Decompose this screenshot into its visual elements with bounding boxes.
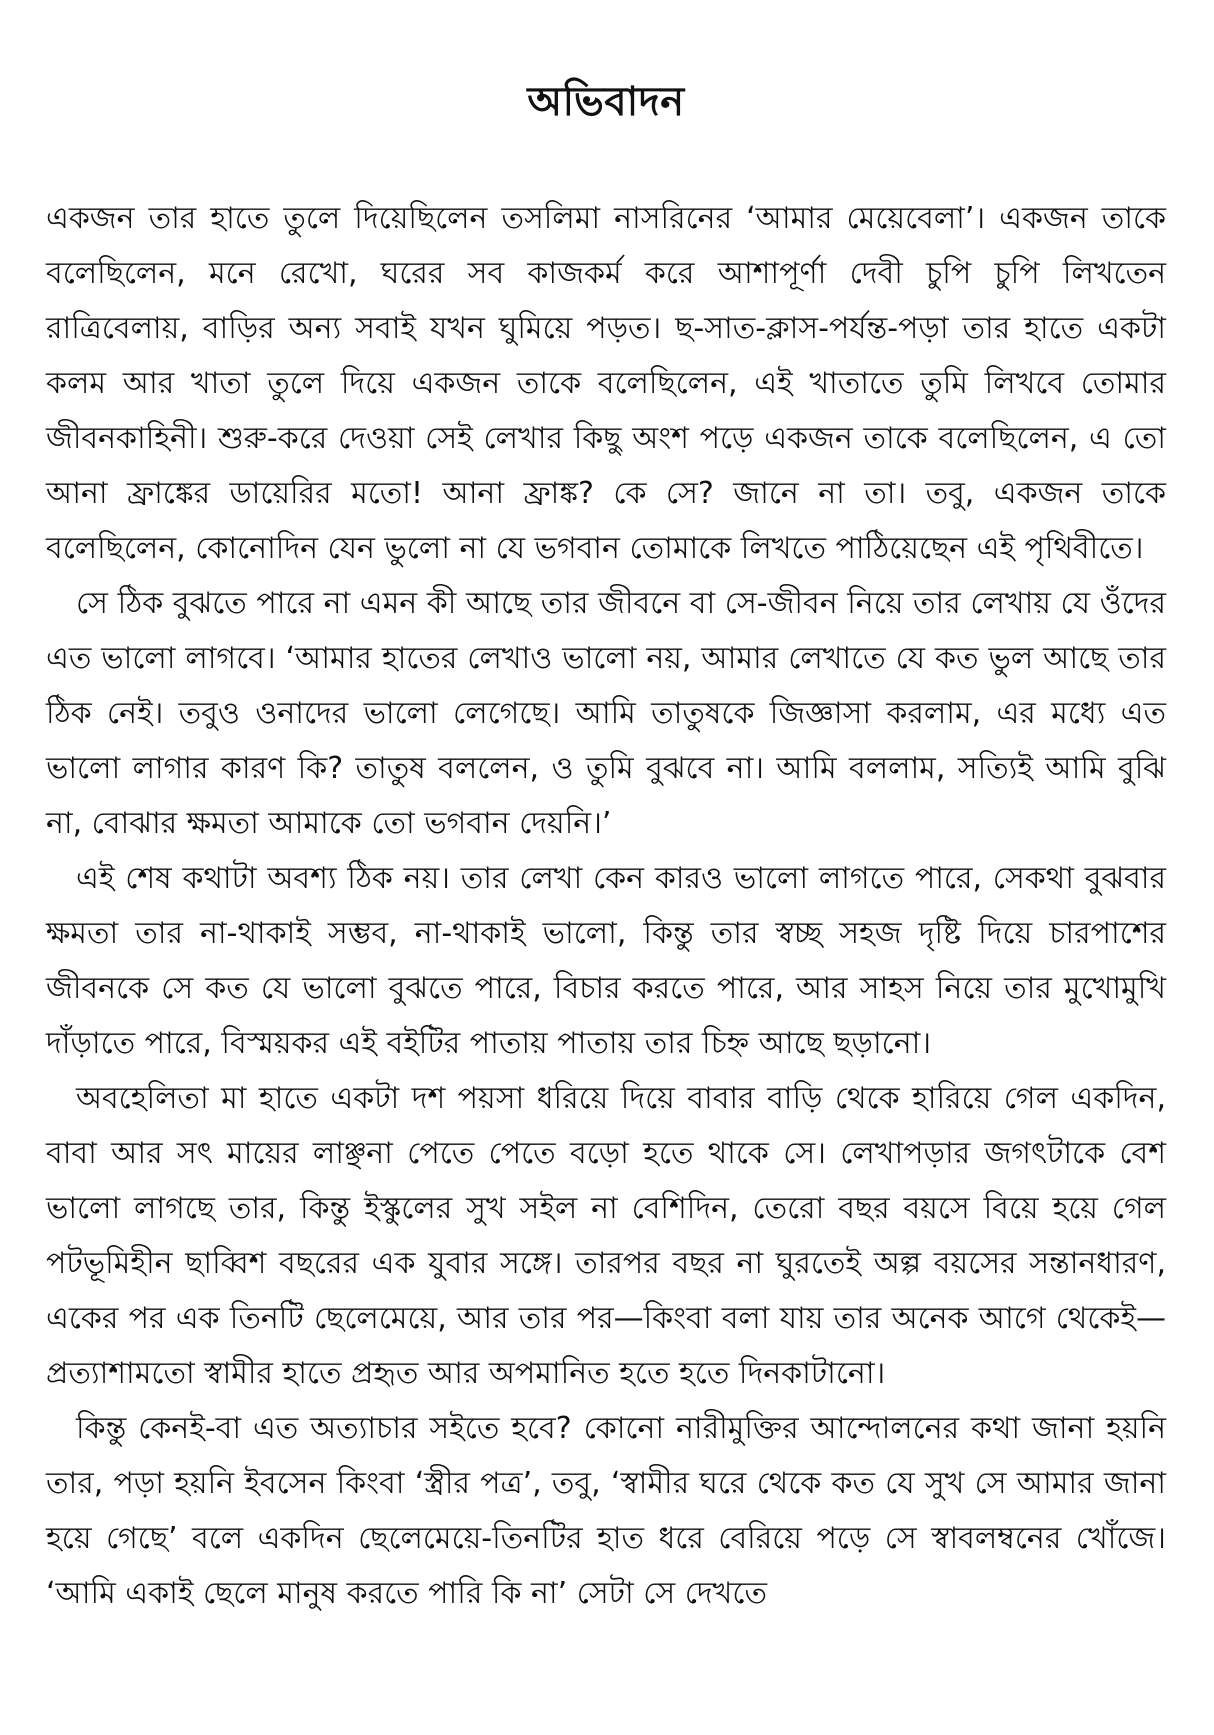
paragraph-4: অবহেলিতা মা হাতে একটা দশ পয়সা ধরিয়ে দিয়ে বাবার বাড়ি থেকে হারিয়ে গেল একদিন, বাবা আর সৎ মায়ের লাঞ্ছনা পেতে পেতে বড়ো হতে থাকে সে। লেখাপড়ার জগৎটাকে বেশ ভালো লাগছে তার, কিন্তু ইস্কুলের সুখ সইল না বেশিদিন, তেরো বছর বয়সে বিয়ে হয়ে গেল পটভূমিহীন ছাব্বিশ বছরের এক যুবার সঙ্গে। তারপর বছর না ঘুরতেই অল্প বয়সের সন্তানধারণ, একের পর এক তিনটি ছেলেমেয়ে, আর তার পর—কিংবা বলা যায় তার অনেক আগে থেকেই—প্রত্যাশামতো স্বামীর হাতে প্রহৃত আর অপমানিত হতে হতে দিনকাটানো।	[46, 1081, 1166, 1391]
paragraph-2: সে ঠিক বুঝতে পারে না এমন কী আছে তার জীবনে বা সে-জীবন নিয়ে তার লেখায় যে ওঁদের এত ভালো লাগবে। ‘আমার হাতের লেখাও ভালো নয়, আমার লেখাতে যে কত ভুল আছে তার ঠিক নেই। তবুও ওনাদের ভালো লেগেছে। আমি তাতুষকে জিজ্ঞাসা করলাম, এর মধ্যে এত ভালো লাগার কারণ কি? তাতুষ বললেন, ও তুমি বুঝবে না। আমি বললাম, সত্যিই আমি বুঝি না, বোঝার ক্ষমতা আমাকে তো ভগবান দেয়নি।’	[46, 586, 1166, 841]
page-title: অভিবাদন	[527, 79, 685, 125]
paragraph-1: একজন তার হাতে তুলে দিয়েছিলেন তসলিমা নাসরিনের ‘আমার মেয়েবেলা’। একজন তাকে বলেছিলেন, মনে রেখো, ঘরের সব কাজকর্ম করে আশাপূর্ণা দেবী চুপি চুপি লিখতেন রাত্রিবেলায়, বাড়ির অন্য সবাই যখন ঘুমিয়ে পড়ত। ছ-সাত-ক্লাস-পর্যন্ত-পড়া তার হাতে একটা কলম আর খাতা তুলে দিয়ে একজন তাকে বলেছিলেন, এই খাতাতে তুমি লিখবে তোমার জীবনকাহিনী। শুরু-করে দেওয়া সেই লেখার কিছু অংশ পড়ে একজন তাকে বলেছিলেন, এ তো আনা ফ্রাঙ্কের ডায়েরির মতো! আনা ফ্রাঙ্ক? কে সে? জানে না তা। তবু, একজন তাকে বলেছিলেন, কোনোদিন যেন ভুলো না যে ভগবান তোমাকে লিখতে পাঠিয়েছেন এই পৃথিবীতে।	[46, 201, 1166, 566]
paragraph-3: এই শেষ কথাটা অবশ্য ঠিক নয়। তার লেখা কেন কারও ভালো লাগতে পারে, সেকথা বুঝবার ক্ষমতা তার না-থাকাই সম্ভব, না-থাকাই ভালো, কিন্তু তার স্বচ্ছ সহজ দৃষ্টি দিয়ে চারপাশের জীবনকে সে কত যে ভালো বুঝতে পারে, বিচার করতে পারে, আর সাহস নিয়ে তার মুখোমুখি দাঁড়াতে পারে, বিস্ময়কর এই বইটির পাতায় পাতায় তার চিহ্ন আছে ছড়ানো।	[46, 861, 1166, 1061]
paragraph-5: কিন্তু কেনই-বা এত অত্যাচার সইতে হবে? কোনো নারীমুক্তির আন্দোলনের কথা জানা হয়নি তার, পড়া হয়নি ইবসেন কিংবা ‘স্ত্রীর পত্র’, তবু, ‘স্বামীর ঘরে থেকে কত যে সুখ সে আমার জানা হয়ে গেছে’ বলে একদিন ছেলেমেয়ে-তিনটির হাত ধরে বেরিয়ে পড়ে সে স্বাবলম্বনের খোঁজে। ‘আমি একাই ছেলে মানুষ করতে পারি কি না’ সেটা সে দেখতে	[46, 1411, 1166, 1611]
document-page	[46, 70, 1166, 1710]
